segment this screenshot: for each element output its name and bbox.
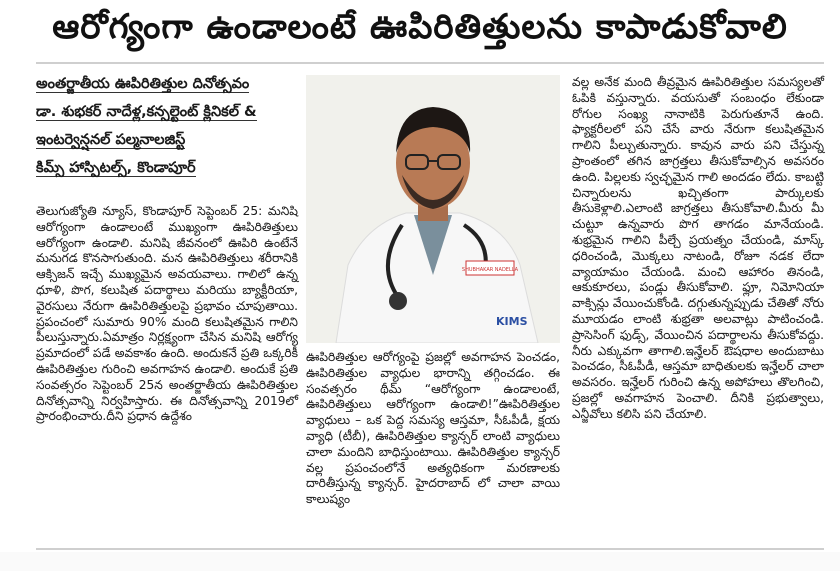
- subhead-hospital: కిమ్స్ హాస్పిటల్స్, కొండాపూర్: [36, 160, 196, 176]
- kims-logo: KIMS: [496, 315, 528, 328]
- bottom-divider: [36, 548, 824, 550]
- page-bottom-edge: [0, 552, 840, 571]
- headline: ఆరోగ్యంగా ఉండాలంటే ఊపిరితిత్తులను కాపాడుకోవాలి: [52, 7, 788, 47]
- subhead-event: అంతర్జాతీయ ఊపిరితిత్తుల దినోత్సవం: [36, 76, 250, 92]
- article-column-3: వల్ల అనేక మంది తీవ్రమైన ఊపిరితిత్తుల సమస్యలతో ఓపికి వస్తున్నారు. వయసుతో సంబంధం లేకుండా రోగుల సంఖ్య నానాటికి పెరుగుతూనే ఉంది. ఫ్యాక్టరీలలో పని చేసే వారు నేరుగా కలుషితమైన గాలిని పీల్చుతున్నారు. కావున వారు పని చేస్తున్న ప్రాంతంలో తగిన జాగ్రత్తలు తీసుకోవాల్సిన అవసరం ఉంది. పిల్లలకు స్వచ్ఛమైన గాలి అందడం లేదు. కాబట్టి చిన్నారులను ఖచ్చితంగా పార్కులకు తీసుకెళ్లాలి.ఎలాంటి జాగ్రత్తలు తీసుకోవాలి.మీరు మీ చుట్టూ ఉన్నవారు పొగ తాగడం మానేయండి. శుభ్రమైన గాలిని పీల్చే ప్రయత్నం చేయండి, మాస్క్ ధరించండి, మొక్కలు నాటండి, రోజూ నడక లేదా వ్యాయామం చేయండి. మంచి ఆహారం తినండి, ఆకుకూరలు, పండ్లు తీసుకోవాలి. ఫ్లూ, నిమోనియా వాక్సిన్లు వేయించుకోండి. దగ్గుతున్నప్పుడు చేతితో నోరు మూయడం లాంటి శుభ్రతా అలవాట్లు పాటించండి. ప్రాసెసింగ్ ఫుడ్స్, వేయించిన పదార్థాలను తీసుకోవద్దు. నీరు ఎక్కువగా తాగాలి.ఇన్హేలర్ ఔషధాల అందుబాటు పెంచడం, సీఓపీడీ, ఆస్తమా బాధితులకు ఇన్హేలర్ చాలా అవసరం. ఇన్హేలర్ గురించి ఉన్న అపోహలు తొలగించి, ప్రజల్లో అవగాహన పెంచాలి. దీనికి ప్రభుత్వాలు, ఎన్జీవోలు కలిసి పని చేయాలి.: [572, 75, 824, 421]
- article-subheads: [36, 70, 298, 182]
- doctor-photo: [306, 75, 560, 343]
- headline-divider: [36, 62, 824, 64]
- article-column-1: తెలుగుజ్యోతి న్యూస్, కొండాపూర్ సెప్టెంబర్ 25: మనిషి ఆరోగ్యంగా ఉండాలంటే ముఖ్యంగా ఊపిరితిత్తులు ఆరోగ్యంగా ఉండాలి. మనిషి జీవనంలో ఊపిరి ఉంటేనే మనుగడ కొనసాగుతుంది. మన ఊపిరితిత్తులు శరీరానికి ఆక్సిజన్ ఇచ్చే ముఖ్యమైన అవయవాలు. గాలిలో ఉన్న ధూళి, పొగ, కలుషిత పదార్థాలు మరియు బ్యాక్టీరియా, వైరసులు నేరుగా ఊపిరితిత్తులపై ప్రభావం చూపుతాయి. ప్రపంచంలో సుమారు 90% మంది కలుషితమైన గాలిని పీలుస్తున్నారు.ఏమాత్రం నిర్లక్ష్యంగా చేసిన మనిషి ఆరోగ్య ప్రమాదంలో పడే అవకాశం ఉంది. అందుకనే ప్రతి ఒక్కరికీ ఊపిరితిత్తుల గురించి అవగాహన ఉండాలి. అందుకే ప్రతి సంవత్సరం సెప్టెంబర్ 25న అంతర్జాతీయ ఊపిరితిత్తుల దినోత్సవాన్ని నిర్వహిస్తారు. ఈ దినోత్సవాన్ని 2019లో ప్రారంభించారు.దీని ప్రధాన ఉద్దేశం: [36, 204, 298, 424]
- doctor-portrait: [306, 75, 560, 343]
- coat-badge-text: SHUBHAKAR NADELLA: [461, 267, 519, 273]
- subhead-doctor: డా. శుభకర్ నాదేళ్ల,కన్సల్టెంట్ క్లినికల్ &: [36, 104, 257, 120]
- subhead-specialty: ఇంటర్వెన్షనల్ పల్మనాలజిస్ట్: [36, 132, 186, 148]
- article-column-2: ఊపిరితిత్తుల ఆరోగ్యంపై ప్రజల్లో అవగాహన పెంచడం, ఊపిరితిత్తుల వ్యాధుల భారాన్ని తగ్గించడం. ఈ సంవత్సరం థీమ్ “ఆరోగ్యంగా ఉండాలంటే, ఊపిరితిత్తులు ఆరోగ్యంగా ఉండాలి!”ఊపిరితిత్తుల వ్యాధులు – ఒక పెద్ద సమస్య ఆస్తమా, సీఓపీడీ, క్షయ వ్యాధి (టీబీ), ఊపిరితిత్తుల క్యాన్సర్ లాంటి వ్యాధులు చాలా మందిని బాధిస్తుంటాయి. ఊపిరితిత్తుల క్యాన్సర్ వల్ల ప్రపంచంలోనే అత్యధికంగా మరణాలకు దారితీస్తున్న క్యాన్సర్. హైదరాబాద్ లో చాలా వాయి కాలుష్యం: [306, 350, 560, 507]
